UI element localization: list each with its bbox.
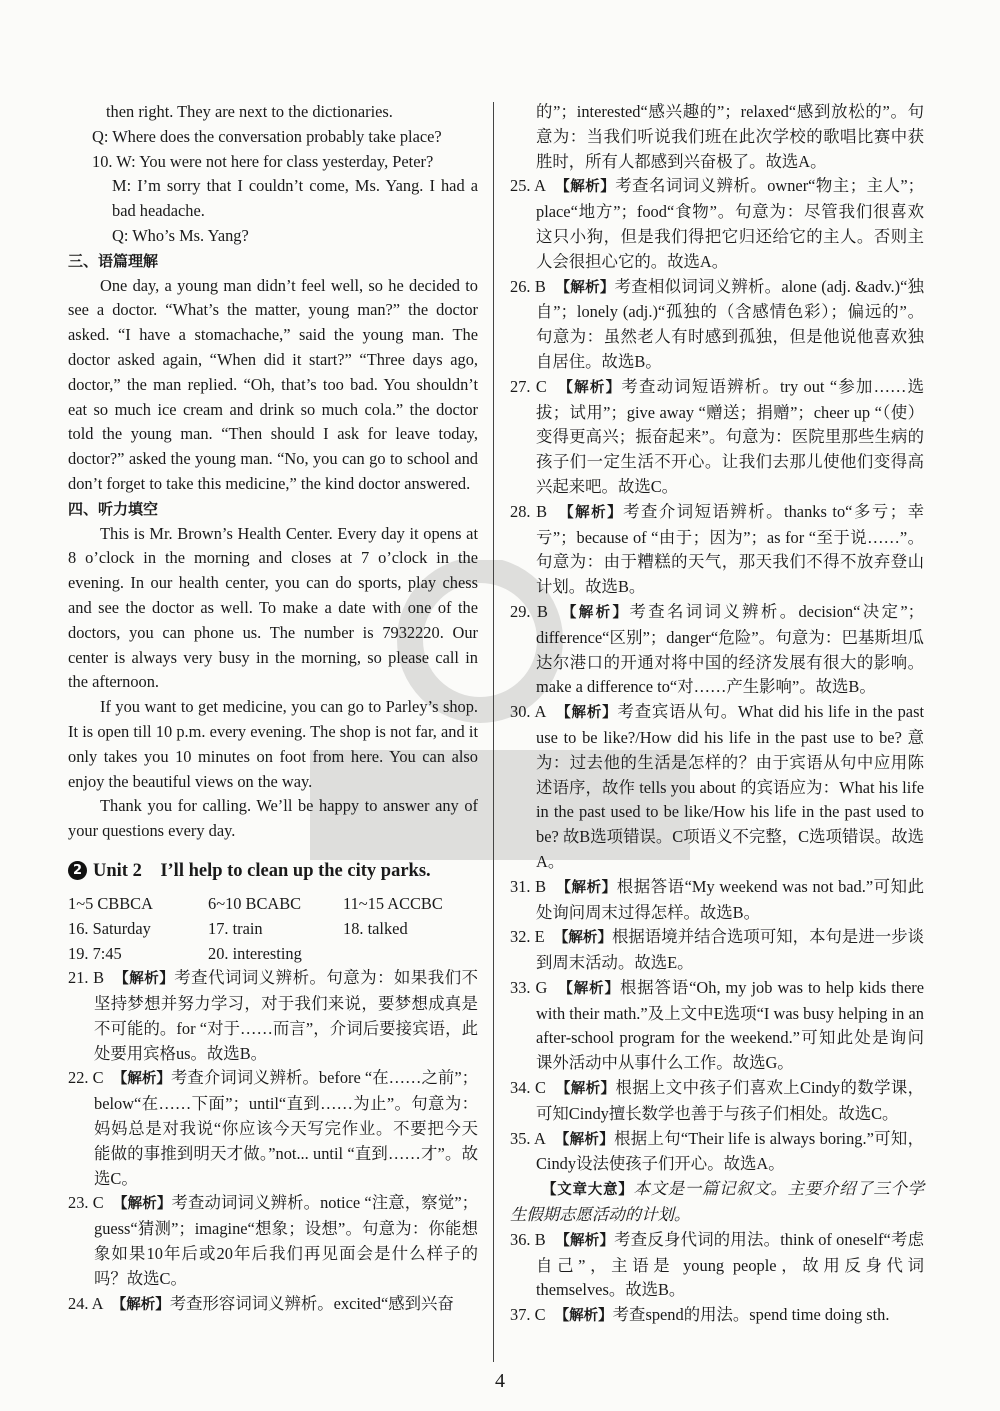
listening-line: Q: Where does the conversation probably take place? xyxy=(92,126,442,146)
unit-heading xyxy=(68,856,478,886)
answer-row xyxy=(68,892,478,917)
explanation-item: 23. C 【解析】考查动词词义辨析。notice “注意，察觉”；guess“猜测”；imagine“想象；设想”。句意为：你能想象如果10年后或20年后我们再见面会是什么样子的吗？故选C。 xyxy=(68,1193,478,1288)
explanation-item: 26. B 【解析】考查相似词词义辨析。alone (adj. &adv.)“独自”；lonely (adj.)“孤独的（含感情色彩）；偏远的”。句意为：虽然老人有时感到孤独，但是他说他喜欢独自居住。故选B。 xyxy=(510,276,925,371)
page-number: 4 xyxy=(495,1370,505,1392)
listening-line: 10. W: You were not here for class yesterday, Peter? xyxy=(92,151,434,171)
explanation-item: 32. E 【解析】根据语境并结合选项可知，本句是进一步谈到周末活动。故选E。 xyxy=(510,927,925,973)
unit-title: Unit 2 I’ll help to clean up the city parks. xyxy=(93,860,431,881)
explanation-item: 22. C 【解析】考查介词词义辨析。before “在……之前”；below“在……下面”；until“直到……为止”。句意为：妈妈总是对我说“你应该今天写完作业。不要把今天能做的事推到明天才做。”not... until “直到……才”。故选C。 xyxy=(68,1068,478,1188)
answer: 19. 7:45 xyxy=(68,943,122,963)
explanation-item: 27. C 【解析】考查动词短语辨析。try out “参加……选拔；试用”；give away “赠送；捐赠”；cheer up “（使）变得更高兴；振奋起来”。句意为：医院里那些生病的孩子们一定生活不开心。让我们去那儿使他们变得高兴起来吧。故选C。 xyxy=(510,376,925,496)
answer: 18. talked xyxy=(343,918,408,938)
answer: 11~15 ACCBC xyxy=(343,893,443,913)
explanation-item: 36. B 【解析】考查反身代词的用法。think of oneself“考虑自己”，主语是 young people，故用反身代词 themselves。故选B。 xyxy=(510,1229,924,1300)
reading-passage: One day, a young man didn’t feel well, so he decided to see a doctor. “What’s the matter, young man?” the doctor asked. “I have a stomachache,” said the young man. The doctor asked again, “When did it start?” “Three days ago, doctor,” the man replied. “Oh, that’s too bad. You shouldn’t eat so much ice cream and drink so much cola.” the doctor told the young man. “Then should I ask for leave today, doctor?” asked the young man. “No, you can go to school and don’t forget to take this medicine,” the kind doctor answered. xyxy=(68,275,478,493)
article-summary: 【文章大意】本文是一篇记叙文。主要介绍了三个学生假期志愿活动的计划。 xyxy=(510,1179,925,1225)
column-divider xyxy=(493,102,494,1362)
answer-row xyxy=(68,917,478,942)
left-column xyxy=(68,100,478,1317)
explanation-item: 37. C 【解析】考查spend的用法。spend time doing sth. xyxy=(510,1305,890,1325)
explanation-item: 30. A 【解析】考查宾语从句。What did his life in the past use to be like?/How did his life in the past use to be? 意为：过去他的生活是怎样的？由于宾语从句中应用陈述语序，故作 tells you about 的宾语应为：What his life in the past used to be like/How his life in the past used to be? 故B选项错误。C项语义不完整，C选项错误。故选A。 xyxy=(510,702,925,871)
answer: 20. interesting xyxy=(208,943,302,963)
answer: 17. train xyxy=(208,918,263,938)
explanation-item: 31. B 【解析】根据答语“My weekend was not bad.”可知此处询问周末过得怎样。故选B。 xyxy=(510,876,925,922)
section-title: 三、语篇理解 xyxy=(68,251,159,270)
answer-row xyxy=(68,942,478,967)
explanation-item: 33. G 【解析】根据答语“Oh, my job was to help kids there with their math.”及上文中E选项“I was busy helping in an after-school program for the weekend.”可知此处是询问课外活动中从事什么工作。故选G。 xyxy=(510,977,925,1073)
listening-line: M: I’m sorry that I couldn’t come, Ms. Yang. I had a bad headache. xyxy=(112,176,478,221)
explanation-item: 35. A 【解析】根据上句“Their life is always boring.”可知，Cindy设法使孩子们开心。故选A。 xyxy=(510,1128,925,1174)
listening-passage: If you want to get medicine, you can go to Parley’s shop. It is open till 10 p.m. every evening. The shop is not far, and it only takes you 10 minutes on foot from here. You can also enjoy the beautiful views on the way. xyxy=(68,697,478,791)
section-title: 四、听力填空 xyxy=(68,499,159,518)
unit-number-badge: 2 xyxy=(68,861,87,880)
explanation-item: 34. C 【解析】根据上文中孩子们喜欢上Cindy的数学课，可知Cindy擅长数学也善于与孩子们相处。故选C。 xyxy=(510,1078,925,1123)
listening-line: then right. They are next to the dictionaries. xyxy=(106,102,393,121)
answer: 16. Saturday xyxy=(68,918,151,938)
listening-passage: This is Mr. Brown’s Health Center. Every day it opens at 8 o’clock in the morning and closes at 7 o’clock in the evening. In our health center, you can do sports, play chess and see the doctor as well. To make a date with one of the doctors, you can phone us. The number is 7932220. Our center is always very busy in the morning, so please call in the afternoon. xyxy=(68,523,478,692)
answer: 6~10 BCABC xyxy=(208,893,302,913)
explanation-item: 28. B 【解析】考查介词短语辨析。thanks to“多亏；幸亏”；because of “由于；因为”；as for “至于说……”。句意为：由于糟糕的天气，那天我们不得不放弃登山计划。故选B。 xyxy=(510,501,924,597)
listening-line: Q: Who’s Ms. Yang? xyxy=(112,225,249,245)
answer: 1~5 CBBCA xyxy=(68,893,153,913)
explanation-item: 21. B 【解析】考查代词词义辨析。句意为：如果我们不坚持梦想并努力学习，对于我们来说，要梦想成真是不可能的。for “对于……而言”，介词后要接宾语，此处要用宾格us。故选B。 xyxy=(68,968,479,1063)
right-column xyxy=(510,100,924,1329)
listening-passage: Thank you for calling. We’ll be happy to answer any of your questions every day. xyxy=(68,796,478,841)
explanation-continuation: 的”；interested“感兴趣的”；relaxed“感到放松的”。句意为：当我们听说我们班在此次学校的歌唱比赛中获胜时，所有人都感到兴奋极了。故选A。 xyxy=(536,102,924,171)
explanation-item: 29. B 【解析】考查名词词义辨析。decision“决定”；difference“区别”；danger“危险”。句意为：巴基斯坦瓜达尔港口的开通对将中国的经济发展有很大的影响。make a difference to“对……产生影响”。故选B。 xyxy=(510,601,925,697)
explanation-item: 24. A 【解析】考查形容词词义辨析。excited“感到兴奋 xyxy=(68,1293,454,1313)
explanation-item: 25. A 【解析】考查名词词义辨析。owner“物主；主人”；place“地方”；food“食物”。句意为：尽管我们很喜欢这只小狗，但是我们得把它归还给它的主人。否则主人会很担心它的。故选A。 xyxy=(510,176,925,271)
